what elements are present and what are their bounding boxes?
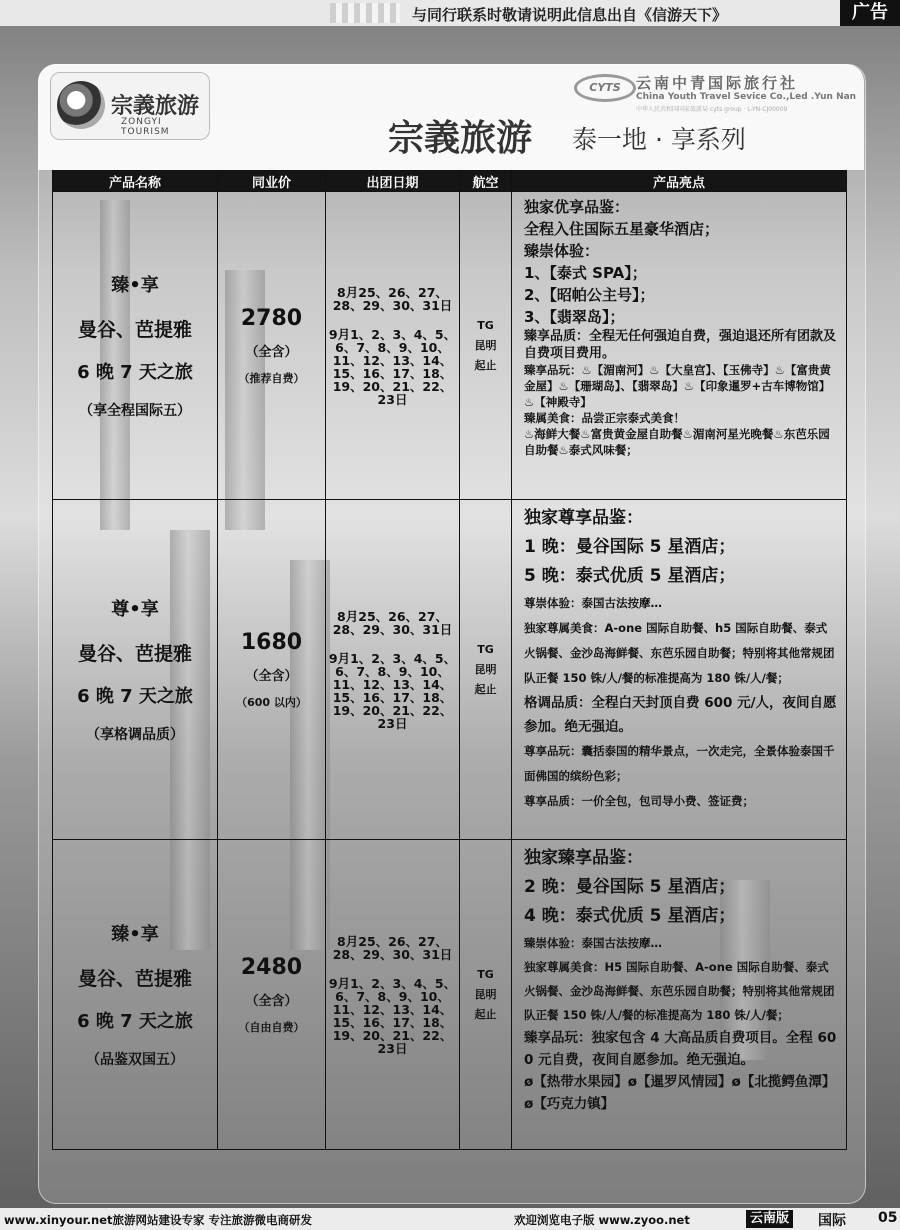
highlight-line: 独家优享品鉴：	[524, 198, 630, 216]
header-product-name: 产品名称	[53, 171, 218, 192]
brand-title: 宗義旅游	[388, 118, 533, 159]
price-cell	[218, 192, 326, 500]
product-route: 曼谷、芭提雅	[77, 643, 192, 665]
price-note: （全含）	[245, 993, 298, 1009]
highlights-cell	[512, 500, 847, 840]
product-name-cell	[53, 192, 218, 500]
agency-license: 中华人民共和国国家旅游局 cyts group · L-YN-CJ00009	[636, 106, 788, 113]
header-airline: 航空	[460, 171, 512, 192]
airline-city: 昆明	[474, 338, 497, 352]
highlight-line: 尊享品质：一价全包，包司导小费、签证费；	[524, 794, 754, 808]
product-series: 尊•享	[111, 599, 159, 620]
airline-code: TG	[477, 642, 494, 656]
product-tagline: （品鉴双国五）	[86, 1052, 184, 1068]
airline-code: TG	[477, 318, 494, 332]
brand-subtitle: 泰一地 · 享系列	[572, 125, 746, 154]
checker-decoration	[330, 3, 400, 23]
top-notice-bar	[0, 0, 900, 26]
cyts-logo-icon: CYTS	[574, 74, 636, 102]
highlight-line: 格调品质：全程白天封顶自费 600 元/人，夜间自愿参加。绝无强迫。	[524, 695, 837, 735]
highlight-line: 2 晚：曼谷国际 5 星酒店；	[524, 877, 736, 897]
product-name-cell	[53, 500, 218, 840]
price-note: （全含）	[245, 668, 298, 684]
section-label: 国际	[818, 1213, 846, 1229]
highlight-line: 2、【昭帕公主号】；	[524, 286, 655, 304]
table-row	[53, 192, 847, 500]
product-duration: 6 晚 7 天之旅	[77, 1011, 193, 1032]
product-duration: 6 晚 7 天之旅	[77, 362, 193, 383]
header-price: 同业价	[218, 171, 326, 192]
highlight-line: 臻享品质：全程无任何强迫自费，强迫退还所有团款及自费项目费用。	[524, 329, 837, 361]
price-extra: （600 以内）	[236, 695, 307, 709]
highlight-line: 5 晚：泰式优质 5 星酒店；	[524, 566, 736, 586]
highlight-line: 1、【泰式 SPA】；	[524, 264, 647, 282]
product-tagline: （享全程国际五）	[79, 403, 191, 419]
airline-note: 起止	[474, 358, 497, 372]
product-series: 臻•享	[111, 275, 159, 296]
product-table	[52, 170, 847, 1150]
logo-text-en: ZONGYI TOURISM	[121, 117, 170, 137]
highlight-line: 全程入住国际五星豪华酒店；	[524, 220, 720, 238]
dates-august: 8月25、26、27、28、29、30、31日	[332, 284, 453, 313]
highlight-line: 尊崇体验：泰国古法按摩…	[524, 596, 662, 610]
airline-code: TG	[477, 967, 494, 981]
airline-city: 昆明	[474, 987, 497, 1001]
highlight-line: 尊享品玩：囊括泰国的精华景点，一次走完，全景体验泰国千面佛国的缤纷色彩；	[524, 744, 835, 783]
highlights-cell	[512, 192, 847, 500]
price-cell	[218, 500, 326, 840]
dates-september: 9月1、2、3、4、5、6、7、8、9、10、11、12、13、14、15、16、17、18、19、20、21、22、23日	[328, 650, 457, 731]
dates-september: 9月1、2、3、4、5、6、7、8、9、10、11、12、13、14、15、16、17、18、19、20、21、22、23日	[328, 326, 457, 407]
airline-note: 起止	[474, 1007, 497, 1021]
price-extra: （推荐自费）	[238, 371, 305, 385]
highlight-line: 4 晚：泰式优质 5 星酒店；	[524, 906, 736, 926]
footer-left-text: www.xinyour.net旅游网站建设专家 专注旅游微电商研发	[4, 1213, 313, 1227]
product-route: 曼谷、芭提雅	[77, 319, 192, 341]
product-route: 曼谷、芭提雅	[77, 968, 192, 990]
dates-august: 8月25、26、27、28、29、30、31日	[332, 933, 453, 962]
zongyi-logo	[50, 72, 210, 140]
dates-cell	[326, 840, 460, 1150]
footer-bar	[0, 1208, 900, 1230]
price-value: 1680	[240, 629, 303, 655]
ad-label: 广告	[840, 0, 900, 26]
source-notice: 与同行联系时敬请说明此信息出自《信游天下》	[412, 6, 728, 24]
highlight-line: 独家尊属美食：H5 国际自助餐、A-one 国际自助餐、泰式火锅餐、金沙岛海鲜餐、东芭乐园自助餐；特别将其他常规团队正餐 150 铢/人/餐的标准提高为 180 铢/人/餐；	[524, 960, 835, 1022]
logo-text-cn: 宗義旅游	[111, 94, 200, 119]
product-series: 臻•享	[111, 924, 159, 945]
highlight-line: 臻崇体验：泰国古法按摩…	[524, 936, 662, 950]
highlight-line: 独家尊属美食：A-one 国际自助餐、h5 国际自助餐、泰式火锅餐、金沙岛海鲜餐、东芭乐园自助餐；特别将其他常规团队正餐 150 铢/人/餐的标准提高为 180 铢/人/餐；	[524, 621, 835, 685]
dates-cell	[326, 500, 460, 840]
highlight-line: 独家臻享品鉴：	[524, 848, 643, 868]
dates-cell	[326, 192, 460, 500]
airline-city: 昆明	[474, 662, 497, 676]
airline-note: 起止	[474, 682, 497, 696]
highlight-line: 3、【翡翠岛】；	[524, 308, 625, 326]
highlight-line: ø【热带水果园】ø【暹罗风情园】ø【北揽鳄鱼潭】ø【巧克力镇】	[524, 1074, 836, 1112]
product-duration: 6 晚 7 天之旅	[77, 686, 193, 707]
dates-september: 9月1、2、3、4、5、6、7、8、9、10、11、12、13、14、15、16、17、18、19、20、21、22、23日	[328, 975, 457, 1056]
footer-website: 欢迎浏览电子版 www.zyoo.net	[514, 1213, 690, 1227]
edition-tag: 云南版	[746, 1210, 793, 1228]
price-value: 2780	[240, 305, 303, 331]
highlight-line: 臻享品玩：独家包含 4 大高品质自费项目。全程 600 元自费，夜间自愿参加。绝无强迫。	[524, 1030, 837, 1068]
highlight-line: 1 晚：曼谷国际 5 星酒店；	[524, 537, 736, 557]
airline-cell	[460, 192, 512, 500]
highlight-line: 臻属美食：品尝正宗泰式美食！	[524, 411, 685, 425]
product-tagline: （享格调品质）	[86, 727, 184, 743]
highlight-line: 臻崇体验：	[524, 242, 600, 260]
price-cell	[218, 840, 326, 1150]
price-extra: （自由自费）	[238, 1020, 305, 1034]
table-row	[53, 840, 847, 1150]
dates-august: 8月25、26、27、28、29、30、31日	[332, 608, 453, 637]
highlight-line: ♨海鲜大餐♨富贵黄金屋自助餐♨湄南河星光晚餐♨东芭乐园自助餐♨泰式风味餐；	[524, 427, 830, 457]
table-header-row	[53, 171, 847, 192]
footprint-globe-icon	[57, 81, 105, 129]
agency-name-en: China Youth Travel Sevice Co.,Led .Yun Nan	[636, 92, 857, 102]
page-number: 05	[878, 1210, 898, 1226]
price-note: （全含）	[245, 344, 298, 360]
table-row	[53, 500, 847, 840]
product-name-cell	[53, 840, 218, 1150]
highlights-cell	[512, 840, 847, 1150]
header-highlights: 产品亮点	[512, 171, 847, 192]
agency-name-cn: 云南中青国际旅行社	[636, 74, 799, 92]
highlight-line: 独家尊享品鉴：	[524, 508, 643, 528]
header-dates: 出团日期	[326, 171, 460, 192]
highlight-line: 臻享品玩：♨【湄南河】♨【大皇宫】、【玉佛寺】♨【富贵黄金屋】♨【珊瑚岛】、【翡翠岛】♨【印象暹罗+古车博物馆】♨【神殿寺】	[524, 363, 831, 409]
airline-cell	[460, 500, 512, 840]
airline-cell	[460, 840, 512, 1150]
price-value: 2480	[240, 954, 303, 980]
